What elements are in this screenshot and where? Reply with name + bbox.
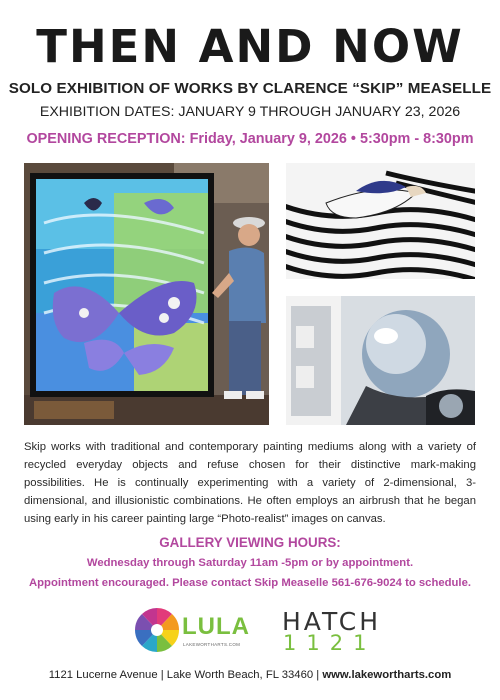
exhibition-title: THEN AND NOW [36, 20, 464, 73]
artist-bio: Skip works with traditional and contemporary painting mediums along with a variety of recycled everyday objects and refuse chosen for their distinctive mark-making possibilities. He is continually experimenting with a variety of 2-dimensional, 3-dimensional, and illusionistic combinations. He often employs an airbrush that he began using early in his career painting large “Photo-realist” images on canvas. [24, 441, 476, 525]
chrome-reflection-photo [286, 296, 475, 425]
appointment-contact: Appointment encouraged. Please contact Skip Measelle 561-676-9024 to schedule. [29, 577, 471, 589]
exhibition-dates: EXHIBITION DATES: JANUARY 9 THROUGH JANUARY 23, 2026 [39, 104, 461, 120]
opening-reception: OPENING RECEPTION: Friday, January 9, 2026 • 5:30pm - 8:30pm [26, 131, 474, 147]
website-link[interactable]: www.lakewortharts.com [322, 669, 452, 681]
lula-wordmark: LULA [182, 613, 250, 640]
exhibition-subtitle: SOLO EXHIBITION OF WORKS BY CLARENCE “SKIP” MEASELLE [8, 80, 492, 97]
gallery-hours-schedule: Wednesday through Saturday 11am -5pm or by appointment. [86, 557, 414, 569]
hatch-wordmark: HATCH [282, 607, 382, 636]
address-text: 1121 Lucerne Avenue | Lake Worth Beach, FL 33460 | [48, 669, 323, 681]
gallery-hours-title: GALLERY VIEWING HOURS: [159, 535, 341, 550]
artist-painting-photo [24, 163, 269, 425]
hatch-number: 1121 [283, 631, 377, 655]
op-art-stripes-photo [286, 163, 475, 279]
footer-address [0, 669, 500, 681]
lula-website: LAKEWORTHARTS.COM [183, 642, 241, 647]
